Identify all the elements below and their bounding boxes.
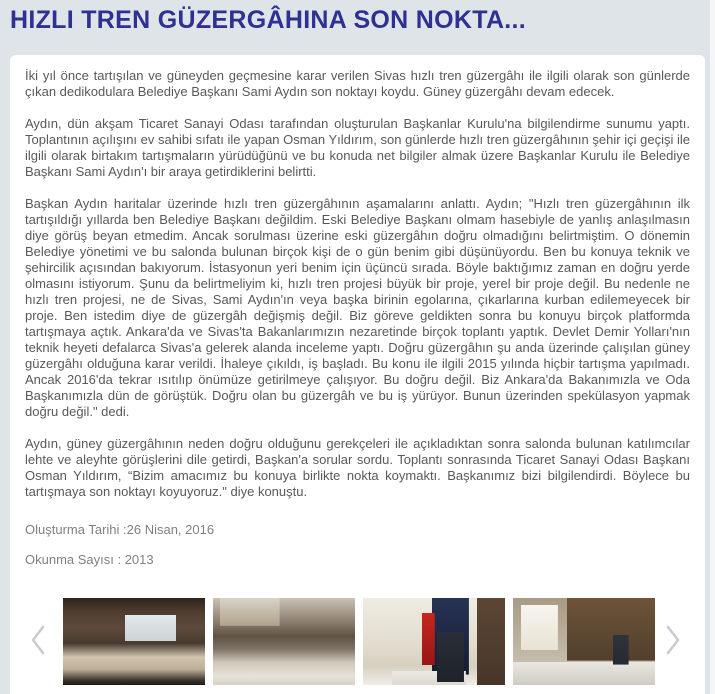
- carousel-next-button[interactable]: [655, 598, 690, 685]
- read-count: Okunma Sayısı : 2013: [25, 552, 154, 567]
- carousel-thumbnail-4[interactable]: [513, 598, 655, 685]
- article-card: [10, 55, 705, 694]
- page-title: HIZLI TREN GÜZERGÂHINA SON NOKTA...: [10, 6, 527, 34]
- article-paragraph-1: İki yıl önce tartışılan ve güneyden geçmesine karar verilen Sivas hızlı tren güzergâhı ile ilgili olarak son günlerde çıkan dedikodulara Belediye Başkanı Sami Aydın son noktayı koydu. Güney güzergâhı devam edecek.: [25, 68, 690, 99]
- chevron-left-icon: [30, 625, 46, 658]
- carousel-thumbnail-2[interactable]: [213, 598, 355, 685]
- carousel-thumbnail-1[interactable]: [63, 598, 205, 685]
- image-carousel: [25, 598, 690, 685]
- carousel-thumbnails: [63, 598, 655, 685]
- article-meta: [25, 522, 690, 568]
- article-paragraph-3: Başkan Aydın haritalar üzerinde hızlı tren güzergâhının aşamalarını anlattı. Aydın; "Hızlı tren güzergâhının ilk tartışıldığı yıllarda ben Belediye Başkanı değildim. Eski Belediye Başkanı olmam hasebiyle de yanlış anlaşılmasın diye görüş beyan etmedim. Ancak sorulması üzerine eski güzergâhın doğru olmadığını belirtmiştim. O dönemin Belediye yönetimi ve bu salonda bulunan birçok kişi de o gün benim gibi düşünüyordu. Ben bu konuya teknik ve şehircilik açısından bakıyorum. İstasyonun yeri benim için üçüncü sırada. Böyle baktığımız zaman en doğru yerde olmasını istiyorum. Şunu da belirtmeliyim ki, hızlı tren projesi büyük bir proje, yerel bir proje değil. Bu nedenle ne hızlı tren projesi, ne de Sivas, Sami Aydın'ın veya başka birinin egolarına, çıkarlarına kurban edilemeyecek bir proje. Ben istedim diye de güzergâh değişmiş değil. Biz göreve geldikten sonra bu konuyu birçok platformda tartışmaya açtık. Ankara'da ve Sivas'ta Bakanlarımızın nezaretinde birçok toplantı yaptık. Devlet Demir Yolları'nın teknik heyeti defalarca Sivas'a gelerek alanda inceleme yaptı. Doğru güzergâhın şu anda üzerinde çalışılan güney güzergâhı olduğuna karar verildi. İhaleye çıkıldı, iş başladı. Bu konu ile ilgili 2015 yılında hiçbir tartışma yapılmadı. Ancak 2016'da tekrar ısıtılıp önümüze getirilmeye çalışıyor. Bu doğru değil. Biz Ankara'da Bakanımızla ve Oda Başkanımızla dün de görüştük. Doğru olan bu güzergâh ve bu iş yürüyor. Bunun üzerinden spekülasyon yapmak doğru değil." dedi.: [25, 196, 690, 419]
- article-paragraph-2: Aydın, dün akşam Ticaret Sanayi Odası tarafından oluşturulan Başkanlar Kurulu'na bilgilendirme sunumu yaptı. Toplantının açılışını ev sahibi sıfatı ile yapan Osman Yıldırım, son günlerde hızlı tren güzergâhının şehir içi geçişi ile ilgili olarak birtakım tartışmaların yürüdüğünü ve bu konuda net bilgiler almak üzere Başkanlar Kurulu ile Belediye Başkanı Sami Aydın'ı bir araya getirdiklerini belirtti.: [25, 116, 690, 179]
- carousel-thumbnail-3[interactable]: [363, 598, 505, 685]
- article-paragraph-4: Aydın, güney güzergâhının neden doğru olduğunu gerekçeleri ile açıkladıktan sonra salonda bulunan katılımcılar lehte ve aleyhte görüşlerini dile getirdi, Başkan'a sorular sordu. Toplantı sonrasında Ticaret Sanayi Odası Başkanı Osman Yıldırım, “Bizim amacımız bu konuya birlikte nokta koymaktı. Başkanımız bizi bilgilendirdi. Böylece bu tartışmaya son noktayı koyuyoruz." diye konuştu.: [25, 436, 690, 499]
- chevron-right-icon: [665, 625, 681, 658]
- carousel-prev-button[interactable]: [25, 598, 63, 685]
- creation-date: Oluşturma Tarihi :26 Nisan, 2016: [25, 522, 215, 537]
- scrollbar[interactable]: [710, 0, 715, 694]
